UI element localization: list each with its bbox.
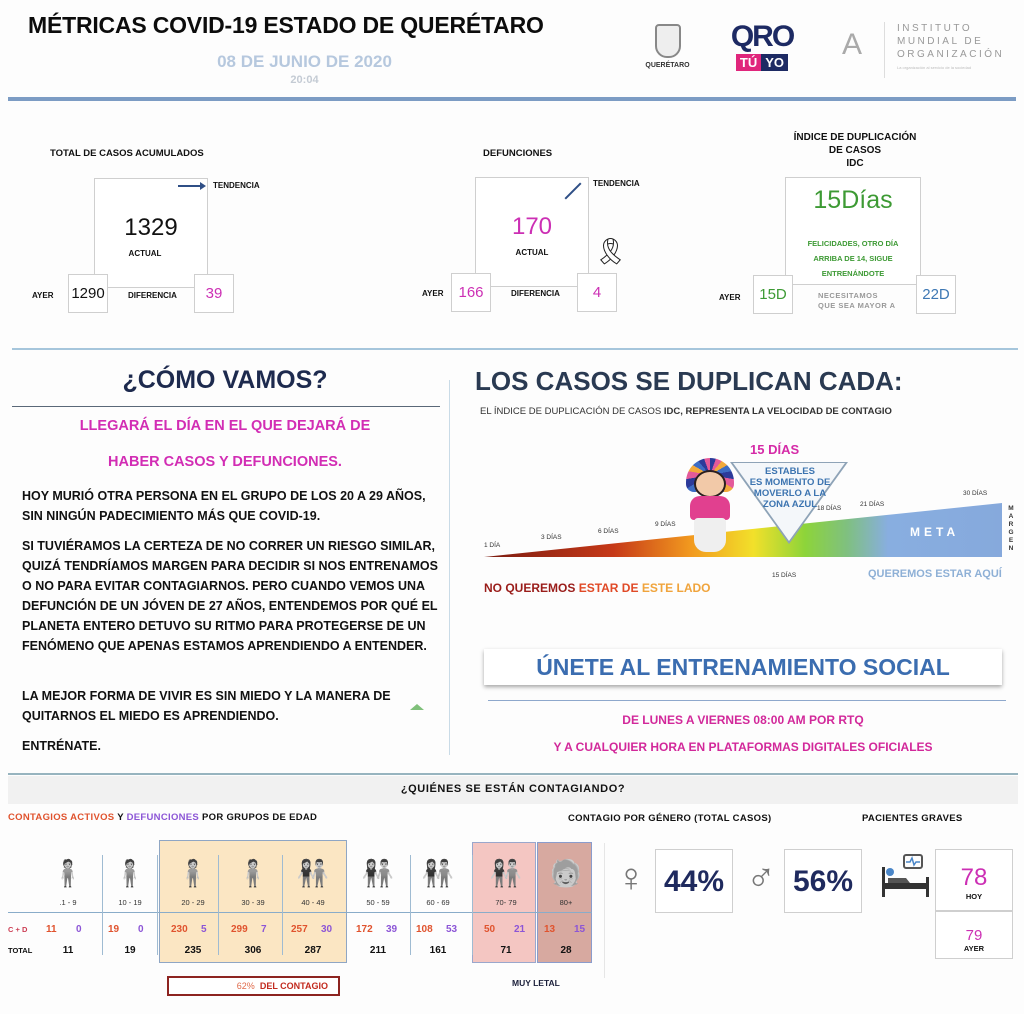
total-value: 28: [560, 945, 572, 956]
idc-target-value: 22D: [916, 275, 956, 314]
report-date: 08 DE JUNIO DE 2020: [217, 52, 392, 71]
paragraph-2: SI TUVIÉRAMOS LA CERTEZA DE NO CORRER UN RIESGO SIMILAR, QUIZÁ TENDRÍAMOS MARGEN PARA DECIDIR SI NOS ENTRENAMOS O NO PARA EVITAR CONTAGIARNOS. PERO CUANDO VEMOS UNA DEFUNCIÓN DE UN JÓVEN DE 27 AÑOS, ENTENDEMOS POR QUÉ EL PLANETA ENTERO DETUVO SU RITMO PARA PROTEGERSE DE UN FENÓMENO QUE APENAS ESTAMOS APRENDIENDO A ENTENDER.: [22, 539, 438, 653]
trend-right-arrow-icon: [178, 185, 202, 187]
defunciones-diff-value: 4: [577, 273, 617, 312]
male-icon: ♂: [746, 856, 776, 900]
defunciones-value: 0: [76, 924, 82, 935]
defunciones-actual-value: 170: [511, 213, 553, 240]
age-range-label: 50 - 59: [366, 898, 390, 907]
pointer-message: ESTABLES ES MOMENTO DE MOVERLO A LA ZONA AZUL: [749, 466, 831, 510]
defunciones-value: 21: [514, 924, 526, 935]
defunciones-value: 0: [138, 924, 144, 935]
total-value: 11: [62, 945, 74, 956]
male-pct-card: 56%: [784, 849, 862, 913]
person-figure-icon: 🧍: [51, 858, 85, 888]
pct-contagio-box: 62% DEL CONTAGIO: [167, 976, 340, 996]
queretaro-seal-logo: QUERÉTARO: [645, 24, 690, 80]
person-figure-icon: 👫: [489, 858, 523, 888]
column-divider: [449, 380, 450, 755]
age-groups-title: CONTAGIOS ACTIVOS Y DEFUNCIONES POR GRUPOS DE EDAD: [8, 812, 318, 823]
activos-value: 13: [544, 924, 556, 935]
activos-value: 257: [291, 924, 308, 935]
activos-value: 50: [484, 924, 496, 935]
graves-ayer-card: 79 AYER: [935, 911, 1013, 959]
activos-value: 19: [108, 924, 120, 935]
idc-need-label: NECESITAMOS QUE SEA MAYOR A: [818, 291, 896, 310]
total-value: 19: [124, 945, 136, 956]
total-value: 235: [184, 945, 202, 956]
age-range-label: 40 - 49: [301, 898, 325, 907]
schedule-line2: Y A CUALQUIER HORA EN PLATAFORMAS DIGITALES OFICIALES: [553, 740, 933, 754]
report-time: 20:04: [290, 74, 319, 86]
hospital-bed-icon: [880, 853, 932, 901]
person-figure-icon: 👫: [361, 858, 395, 888]
activos-value: 108: [416, 924, 433, 935]
defunciones-value: 53: [446, 924, 458, 935]
activos-value: 299: [231, 924, 248, 935]
age-range-label: 20 - 29: [181, 898, 205, 907]
total-value: 287: [304, 945, 322, 956]
age-range-label: 70- 79: [495, 898, 517, 907]
duplicacion-subtitle: EL ÍNDICE DE DUPLICACIÓN DE CASOS IDC, REPRESENTA LA VELOCIDAD DE CONTAGIO: [480, 406, 892, 417]
person-figure-icon: 🧍: [113, 858, 147, 888]
muy-letal-label: MUY LETAL: [512, 978, 560, 988]
casos-ayer-value: 1290: [68, 274, 108, 313]
female-icon: ♀: [616, 856, 646, 900]
graves-hoy-card: 78 HOY: [935, 849, 1013, 911]
person-figure-icon: 👫: [421, 858, 455, 888]
idc-message: FELICIDADES, OTRO DÍA ARRIBA DE 14, SIGUE ENTRENÁNDOTE: [807, 239, 899, 278]
defunciones-value: 39: [386, 924, 398, 935]
age-range-label: 30 - 39: [241, 898, 265, 907]
pink-message-line2: HABER CASOS Y DEFUNCIONES.: [108, 454, 342, 470]
total-value: 71: [500, 945, 512, 956]
imo-logo: A INSTITUTO MUNDIAL DE ORGANIZACIÓN La organización al servicio de la sociedad: [832, 22, 1012, 78]
imo-a-icon: A: [841, 28, 862, 61]
idc-title: ÍNDICE DE DUPLICACIÓN DE CASOS IDC: [793, 132, 917, 169]
casos-diff-value: 39: [194, 274, 234, 313]
total-value: 211: [369, 945, 387, 956]
meta-label: META: [910, 525, 960, 539]
mourning-ribbon-icon: 🎗: [594, 236, 628, 266]
schedule-line1: DE LUNES A VIERNES 08:00 AM POR RTQ: [622, 713, 864, 727]
qro-tu-yo-logo: QRO TÚ YO: [730, 20, 794, 70]
person-figure-icon: 🧍: [176, 858, 210, 888]
current-idc-label: 15 DÍAS: [750, 442, 800, 457]
coat-of-arms-icon: [655, 24, 681, 58]
person-figure-icon: 🧍: [236, 858, 270, 888]
graves-title: PACIENTES GRAVES: [862, 813, 963, 824]
maria-doll-icon: [680, 458, 740, 554]
page-title: MÉTRICAS COVID-19 ESTADO DE QUERÉTARO: [28, 12, 544, 38]
defunciones-value: 15: [574, 924, 586, 935]
total-value: 161: [429, 945, 447, 956]
no-queremos-label: NO QUEREMOS ESTAR DE ESTE LADO: [484, 581, 711, 595]
activos-value: 172: [356, 924, 373, 935]
total-value: 306: [244, 945, 262, 956]
person-figure-icon: 👫: [296, 858, 330, 888]
paragraph-1: HOY MURIÓ OTRA PERSONA EN EL GRUPO DE LOS 20 A 29 AÑOS, SIN NINGÚN PADECIMIENTO MÁS QUE COVID-19.: [22, 489, 426, 523]
idc-actual-value: 15Días: [813, 186, 893, 214]
pink-message-line1: LLEGARÁ EL DÍA EN EL QUE DEJARÁ DE: [79, 418, 371, 434]
defunciones-title: DEFUNCIONES: [483, 148, 553, 159]
defunciones-value: 7: [261, 924, 267, 935]
casos-title: TOTAL DE CASOS ACUMULADOS: [50, 148, 204, 159]
age-range-label: 10 - 19: [118, 898, 142, 907]
scroll-up-icon[interactable]: [410, 704, 424, 710]
activos-value: 11: [46, 924, 57, 935]
defunciones-ayer-value: 166: [451, 273, 491, 312]
genero-title: CONTAGIO POR GÉNERO (TOTAL CASOS): [568, 813, 772, 824]
queremos-label: QUEREMOS ESTAR AQUÍ: [868, 568, 1002, 580]
defunciones-value: 30: [321, 924, 333, 935]
margen-label: M A R G E N: [1008, 505, 1014, 552]
section-divider: [12, 348, 1018, 350]
age-range-label: .1 - 9: [59, 898, 77, 907]
duplicacion-heading: LOS CASOS SE DUPLICAN CADA:: [475, 366, 903, 396]
paragraph-3: LA MEJOR FORMA DE VIVIR ES SIN MIEDO Y LA MANERA DE QUITARNOS EL MIEDO ES APRENDIENDO.: [22, 689, 391, 723]
age-range-label: 60 - 69: [426, 898, 450, 907]
header-divider: [8, 97, 1016, 101]
paragraph-4: ENTRÉNATE.: [22, 739, 101, 753]
unete-banner[interactable]: ÚNETE AL ENTRENAMIENTO SOCIAL: [484, 649, 1002, 685]
casos-actual-value: 1329: [124, 214, 178, 241]
quienes-heading: ¿QUIÉNES SE ESTÁN CONTAGIANDO?: [400, 783, 626, 795]
activos-value: 230: [171, 924, 188, 935]
defunciones-value: 5: [201, 924, 207, 935]
idc-ayer-value: 15D: [753, 275, 793, 314]
age-range-label: 80+: [559, 898, 573, 907]
female-pct-card: 44%: [655, 849, 733, 913]
como-vamos-heading: ¿CÓMO VAMOS?: [122, 366, 328, 394]
person-figure-icon: 🧓: [549, 858, 583, 888]
